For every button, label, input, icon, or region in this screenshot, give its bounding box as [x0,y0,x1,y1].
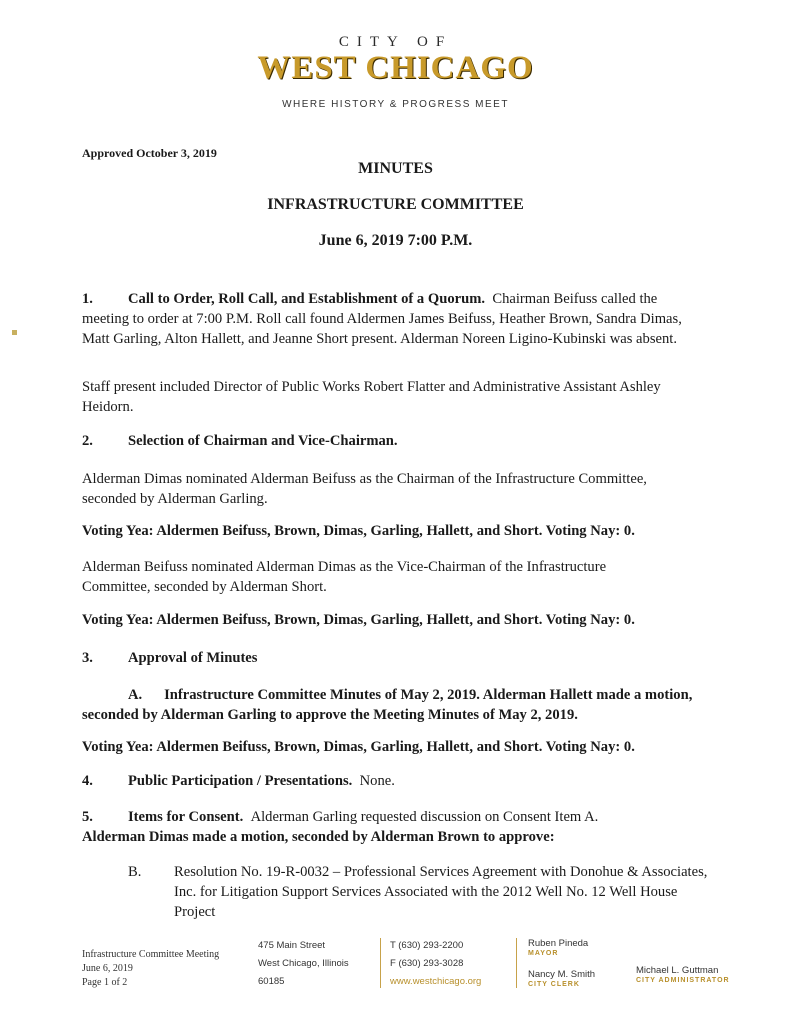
section-3-vote: Voting Yea: Aldermen Beifuss, Brown, Dimas, Garling, Hallett, and Short. Voting Nay: 0. [82,739,635,755]
footer-officials-right [636,965,766,984]
section-5 [82,807,702,847]
section-2-vote-2: Voting Yea: Aldermen Beifuss, Brown, Dimas, Garling, Hallett, and Short. Voting Nay: 0. [82,612,635,628]
section-3-header [82,648,692,668]
footer-mayor-title: MAYOR [528,950,559,957]
section-4-number: 4. [82,773,93,789]
section-2-vote-1: Voting Yea: Aldermen Beifuss, Brown, Dimas, Garling, Hallett, and Short. Voting Nay: 0. [82,523,635,539]
footer-administrator-title: CITY ADMINISTRATOR [636,977,730,984]
footer-clerk-title: CITY CLERK [528,981,580,988]
margin-mark [12,330,17,335]
section-3-number: 3. [82,650,93,666]
section-5-item-b-label: B. [128,864,142,880]
section-5-heading: Items for Consent. [128,809,244,825]
footer-telephone: T (630) 293-2200 [390,940,464,951]
section-2-header [82,431,692,451]
section-4-text: None. [359,773,395,789]
footer-officials-left [528,938,638,988]
footer-page-number: Page 1 of 2 [82,977,128,988]
section-4-heading: Public Participation / Presentations. [128,773,353,789]
section-2-nomination-1: Alderman Dimas nominated Alderman Beifuss as the Chairman of the Infrastructure Committee, seconded by Alderman Garling. [82,471,647,507]
footer-doc-title: Infrastructure Committee Meeting [82,949,220,960]
footer-fax: F (630) 293-3028 [390,958,464,969]
section-1 [82,289,692,349]
section-1-heading: Call to Order, Roll Call, and Establishment of a Quorum. [128,291,486,307]
section-5-item-b-text: Resolution No. 19-R-0032 – Professional Services Agreement with Donohue & Associates, Inc. for Litigation Support Services Associated with the 2012 Well No. 12 Well House Project [174,864,708,920]
section-1-text: Chairman Beifuss called the meeting to order at 7:00 P.M. Roll call found Aldermen James Beifuss, Heather Brown, Sandra Dimas, Matt Garling, Alton Hallett, and Jeanne Short present. Alderman Noreen Ligino-Kubinski was absent. [82,291,682,347]
letterhead-city-name: WEST CHICAGO [257,50,534,86]
footer-clerk-name: Nancy M. Smith [528,969,596,980]
section-1-number: 1. [82,291,93,307]
footer-doc-date: June 6, 2019 [82,963,133,974]
section-5-text: Alderman Garling requested discussion on Consent Item A. [250,809,599,825]
footer-divider [516,938,517,988]
section-3-heading: Approval of Minutes [128,650,258,666]
footer-website-link[interactable]: www.westchicago.org [390,976,482,987]
document-title: MINUTES [358,160,433,177]
section-5-motion: Alderman Dimas made a motion, seconded by Alderman Brown to approve: [82,829,555,845]
footer-address-city: West Chicago, Illinois [258,958,349,969]
section-2-heading: Selection of Chairman and Vice-Chairman. [128,433,398,449]
section-5-number: 5. [82,809,93,825]
section-1-staff: Staff present included Director of Public Works Robert Flatter and Administrative Assistant Ashley Heidorn. [82,379,661,415]
section-2-number: 2. [82,433,93,449]
footer-divider [380,938,381,988]
footer-address-zip: 60185 [258,976,285,987]
section-2-nomination-2: Alderman Beifuss nominated Alderman Dimas as the Vice-Chairman of the Infrastructure Committee, seconded by Alderman Short. [82,559,607,595]
section-3-item-a [82,685,702,725]
footer-mayor-name: Ruben Pineda [528,938,589,949]
section-3-item-a-label: A. [128,687,143,703]
footer-administrator-name: Michael L. Guttman [636,965,719,976]
section-3-item-a-text: Infrastructure Committee Minutes of May 2, 2019. Alderman Hallett made a motion, seconded by Alderman Garling to approve the Meeting Minutes of May 2, 2019. [82,687,693,723]
meeting-date: June 6, 2019 7:00 P.M. [318,232,473,249]
footer-document-info [82,948,252,990]
letterhead-city-of: CITY OF [338,34,453,50]
committee-name: INFRASTRUCTURE COMMITTEE [267,196,524,213]
letterhead-tagline: WHERE HISTORY & PROGRESS MEET [282,99,509,110]
footer-address-street: 475 Main Street [258,940,326,951]
footer-contact [390,938,510,989]
section-4 [82,771,692,791]
approval-note: Approved October 3, 2019 [82,146,217,160]
footer-address [258,938,378,989]
